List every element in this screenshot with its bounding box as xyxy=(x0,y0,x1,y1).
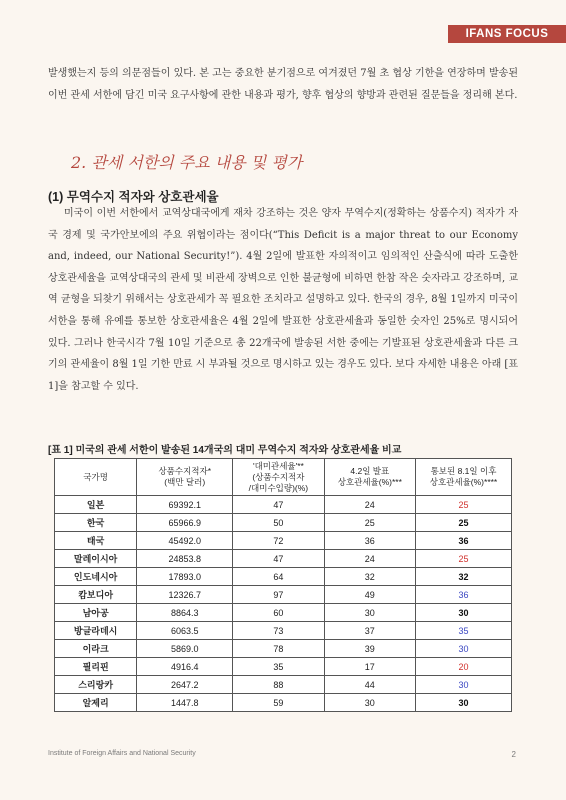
ifans-focus-badge: IFANS FOCUS xyxy=(448,25,566,43)
table-row xyxy=(55,496,512,514)
apr2-rate-cell: 30 xyxy=(324,694,415,712)
table-row xyxy=(55,694,512,712)
tariff-rate-cell: 47 xyxy=(233,550,324,568)
country-cell: 태국 xyxy=(55,532,137,550)
table-caption: [표 1] 미국의 관세 서한이 발송된 14개국의 대미 무역수지 적자와 상호관세율 비교 xyxy=(48,445,402,456)
aug1-rate-cell: 35 xyxy=(416,622,512,640)
deficit-cell: 45492.0 xyxy=(137,532,233,550)
apr2-rate-cell: 24 xyxy=(324,550,415,568)
tariff-rate-cell: 60 xyxy=(233,604,324,622)
apr2-rate-cell: 32 xyxy=(324,568,415,586)
table-row xyxy=(55,676,512,694)
country-cell: 인도네시아 xyxy=(55,568,137,586)
table-row xyxy=(55,586,512,604)
country-cell: 캄보디아 xyxy=(55,586,137,604)
table-row xyxy=(55,640,512,658)
section-title: 2. 관세 서한의 주요 내용 및 평가 xyxy=(71,153,303,172)
tariff-rate-cell: 35 xyxy=(233,658,324,676)
header-deficit: 상품수지적자* (백만 달러) xyxy=(137,459,233,496)
table-row xyxy=(55,604,512,622)
aug1-rate-cell: 30 xyxy=(416,676,512,694)
deficit-cell: 6063.5 xyxy=(137,622,233,640)
footer-institute: Institute of Foreign Affairs and National Security xyxy=(48,750,196,757)
deficit-cell: 2647.2 xyxy=(137,676,233,694)
aug1-rate-cell: 36 xyxy=(416,586,512,604)
apr2-rate-cell: 39 xyxy=(324,640,415,658)
country-cell: 한국 xyxy=(55,514,137,532)
aug1-rate-cell: 25 xyxy=(416,496,512,514)
table-row xyxy=(55,568,512,586)
aug1-rate-cell: 30 xyxy=(416,694,512,712)
table-row xyxy=(55,622,512,640)
aug1-rate-cell: 20 xyxy=(416,658,512,676)
table-row xyxy=(55,532,512,550)
apr2-rate-cell: 25 xyxy=(324,514,415,532)
table-header-row xyxy=(55,459,512,496)
apr2-rate-cell: 49 xyxy=(324,586,415,604)
intro-paragraph: 발생했는지 등의 의문점들이 있다. 본 고는 중요한 분기점으로 여겨졌던 7월 초 협상 기한을 연장하며 발송된 이번 관세 서한에 담긴 미국 요구사항에 관한 내용과 평가, 향후 협상의 향방과 관련된 질문들을 정리해 본다. xyxy=(48,68,518,101)
header-country: 국가명 xyxy=(55,459,137,496)
apr2-rate-cell: 30 xyxy=(324,604,415,622)
aug1-rate-cell: 30 xyxy=(416,604,512,622)
country-cell: 필리핀 xyxy=(55,658,137,676)
header-tariff-rate: '대미관세율'** (상품수지적자 /대미수입량)(%) xyxy=(233,459,324,496)
deficit-cell: 12326.7 xyxy=(137,586,233,604)
deficit-cell: 4916.4 xyxy=(137,658,233,676)
tariff-rate-cell: 78 xyxy=(233,640,324,658)
country-cell: 스리랑카 xyxy=(55,676,137,694)
country-cell: 이라크 xyxy=(55,640,137,658)
table-body xyxy=(55,496,512,712)
deficit-cell: 65966.9 xyxy=(137,514,233,532)
body-paragraph: 미국이 이번 서한에서 교역상대국에게 재차 강조하는 것은 양자 무역수지(정확하는 상품수지) 적자가 자국 경제 및 국가안보에의 주요 위협이라는 점이다(“This Deficit is a major threat to our Economy and, indeed, our National Security!”). 4월 2일에 발표한 자의적이고 임의적인 산출식에 따라 도출한 상호관세율을 교역상대국의 관세 및 비관세 장벽으로 인한 불균형에 비하면 한참 작은 숫자라고 강조하며, 교역 균형을 되찾기 위해서는 상호관세가 꼭 필요한 조치라고 설명하고 있다. 한국의 경우, 8월 1일까지 미국이 서한을 통해 유예를 통보한 상호관세율은 4월 2일에 발표한 상호관세율과 동일한 숫자인 25%로 명시되어 있다. 그러나 한국시각 7월 10일 기준으로 총 22개국에 발송된 서한 중에는 기발표된 상호관세율과 다른 크기의 관세율이 8월 1일 기한 만료 시 부과될 것으로 명시하고 있는 경우도 있다. 보다 자세한 내용은 아래 [표 1]을 참고할 수 있다. xyxy=(48,208,518,392)
apr2-rate-cell: 17 xyxy=(324,658,415,676)
tariff-rate-cell: 50 xyxy=(233,514,324,532)
aug1-rate-cell: 25 xyxy=(416,514,512,532)
apr2-rate-cell: 44 xyxy=(324,676,415,694)
tariff-rate-cell: 59 xyxy=(233,694,324,712)
table-row xyxy=(55,550,512,568)
country-cell: 알제리 xyxy=(55,694,137,712)
deficit-cell: 17893.0 xyxy=(137,568,233,586)
aug1-rate-cell: 30 xyxy=(416,640,512,658)
apr2-rate-cell: 37 xyxy=(324,622,415,640)
tariff-comparison-table xyxy=(54,458,512,712)
apr2-rate-cell: 36 xyxy=(324,532,415,550)
deficit-cell: 24853.8 xyxy=(137,550,233,568)
aug1-rate-cell: 25 xyxy=(416,550,512,568)
country-cell: 말레이시아 xyxy=(55,550,137,568)
aug1-rate-cell: 32 xyxy=(416,568,512,586)
header-apr2-rate: 4.2일 발표 상호관세율(%)*** xyxy=(324,459,415,496)
tariff-rate-cell: 88 xyxy=(233,676,324,694)
country-cell: 방글라데시 xyxy=(55,622,137,640)
subsection-title: (1) 무역수지 적자와 상호관세율 xyxy=(48,190,219,204)
deficit-cell: 5869.0 xyxy=(137,640,233,658)
tariff-rate-cell: 47 xyxy=(233,496,324,514)
apr2-rate-cell: 24 xyxy=(324,496,415,514)
table-row xyxy=(55,514,512,532)
page-number: 2 xyxy=(511,750,516,759)
tariff-rate-cell: 97 xyxy=(233,586,324,604)
aug1-rate-cell: 36 xyxy=(416,532,512,550)
deficit-cell: 1447.8 xyxy=(137,694,233,712)
country-cell: 남아공 xyxy=(55,604,137,622)
deficit-cell: 69392.1 xyxy=(137,496,233,514)
country-cell: 일본 xyxy=(55,496,137,514)
header-aug1-rate: 통보된 8.1일 이후 상호관세율(%)**** xyxy=(416,459,512,496)
deficit-cell: 8864.3 xyxy=(137,604,233,622)
table-row xyxy=(55,658,512,676)
tariff-rate-cell: 72 xyxy=(233,532,324,550)
tariff-rate-cell: 73 xyxy=(233,622,324,640)
tariff-rate-cell: 64 xyxy=(233,568,324,586)
